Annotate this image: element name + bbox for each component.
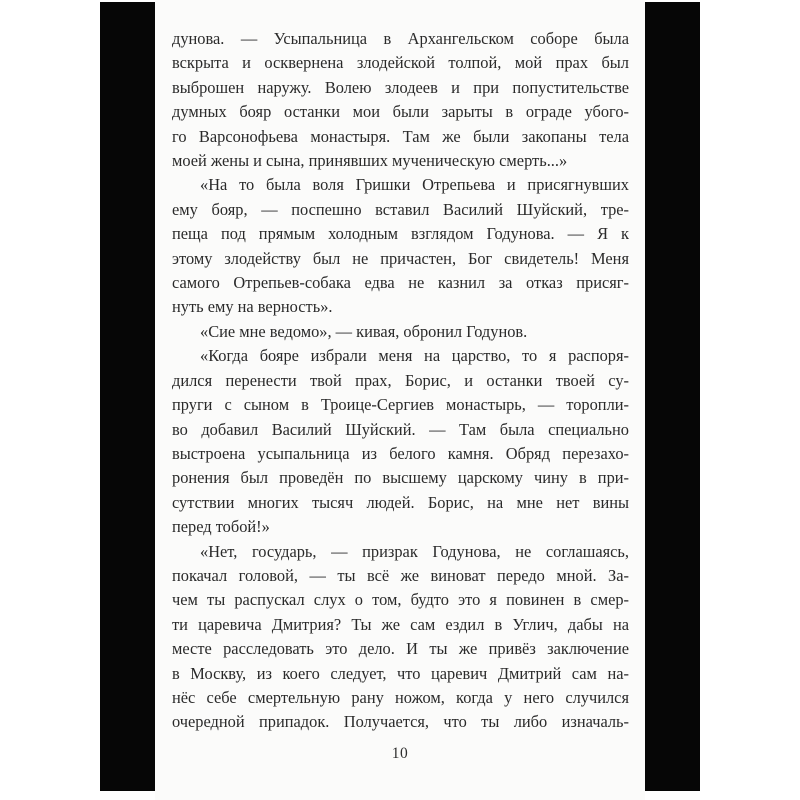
text-line: самого Отрепьев-собака едва не казнил за отказ присяг- [172, 273, 629, 293]
text-line: месте расследовать это дело. И ты же привёз заключение [172, 639, 629, 659]
text-line: «Когда бояре избрали меня на царство, то я распоря- [200, 346, 629, 366]
text-line: «Нет, государь, — призрак Годунова, не соглашаясь, [200, 541, 629, 561]
text-line: этому злодейству был не причастен, Бог свидетель! Меня [172, 248, 629, 268]
right-black-bar [645, 2, 700, 791]
text-line: пруги с сыном в Троице-Сергиев монастырь, — торопли- [172, 395, 629, 415]
text-line: выброшен наружу. Волею злодеев и при попустительстве [172, 77, 629, 97]
text-line: «Сие мне ведомо», — кивая, обронил Годунов. [200, 321, 528, 341]
text-line: дился перенести твой прах, Борис, и останки твоей су- [172, 370, 629, 390]
text-line: во добавил Василий Шуйский. — Там была специально [172, 419, 629, 439]
text-line: нёс себе смертельную рану ножом, когда у него случился [172, 687, 629, 707]
text-line: вскрыта и осквернена злодейской толпой, мой прах был [172, 53, 629, 73]
text-line: чем ты распускал слух о том, будто это я повинен в смер- [172, 590, 629, 610]
text-line: нуть ему на верность». [172, 297, 333, 317]
text-line: моей жены и сына, принявших мученическую смерть...» [172, 151, 568, 171]
page-text-column [172, 27, 629, 735]
text-line: думных бояр останки мои были зарыты в ограде убого- [172, 102, 629, 122]
left-black-bar [100, 2, 155, 791]
text-line: пеща под прямым холодным взглядом Годунова. — Я к [172, 224, 629, 244]
text-line: сутствии многих тысяч людей. Борис, на мне нет вины [172, 492, 629, 512]
text-line: ронения был проведён по высшему царскому чину в при- [172, 468, 629, 488]
text-line: ти царевича Дмитрия? Ты же сам ездил в Углич, дабы на [172, 614, 629, 634]
text-line: в Москву, из коего следует, что царевич Дмитрий сам на- [172, 663, 629, 683]
text-line: го Варсонофьева монастыря. Там же были закопаны тела [172, 126, 629, 146]
text-line: «На то была воля Гришки Отрепьева и присягнувших [200, 175, 629, 195]
text-line: ему бояр, — поспешно вставил Василий Шуйский, тре- [172, 199, 629, 219]
text-line: очередной припадок. Получается, что ты либо изначаль- [172, 712, 629, 732]
text-line: перед тобой!» [172, 517, 270, 537]
text-line: выстроена усыпальница из белого камня. Обряд перезахо- [172, 443, 629, 463]
text-line: покачал головой, — ты всё же виноват передо мной. За- [172, 565, 629, 585]
text-line: дунова. — Усыпальница в Архангельском соборе была [172, 29, 629, 48]
page-number: 10 [391, 745, 409, 762]
book-page [155, 0, 645, 800]
